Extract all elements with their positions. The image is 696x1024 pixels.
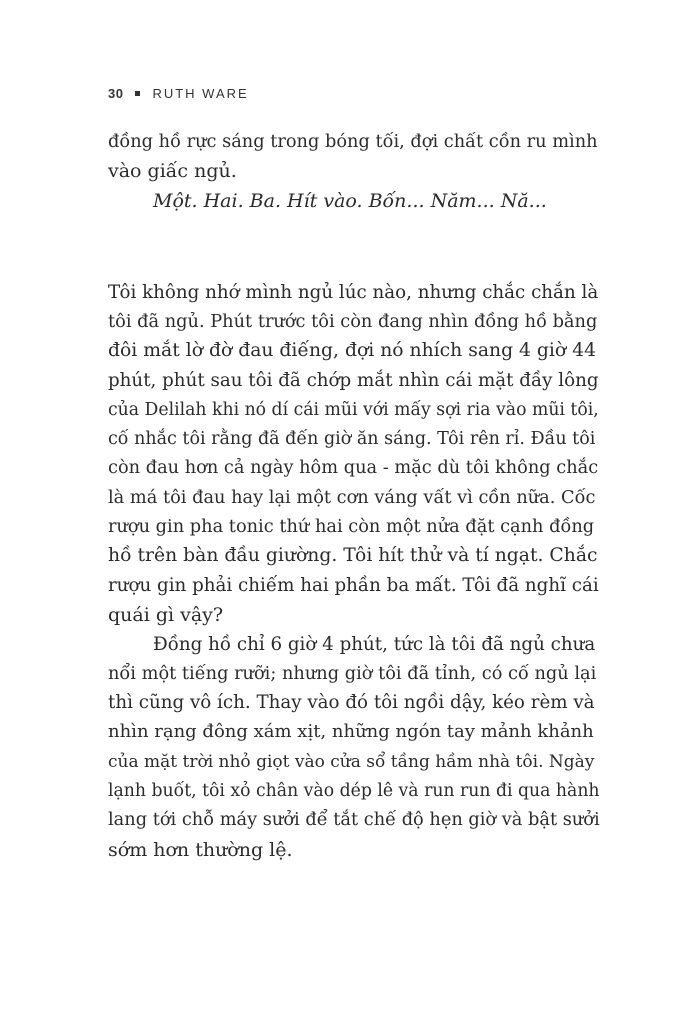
text-line: sớm hơn thường lệ. [108,839,293,861]
header-separator [135,91,140,96]
running-header [108,86,249,101]
text-line: Tôi không nhớ mình ngủ lúc nào, nhưng chắc chắn là [108,282,599,303]
page-number: 30 [108,86,124,101]
text-line: vào giấc ngủ. [108,160,237,182]
text-line: nổi một tiếng rưỡi; nhưng giờ tôi đã tỉnh, có cố ngủ lại [108,664,597,684]
text-line: Đồng hồ chỉ 6 giờ 4 phút, tức là tôi đã ngủ chưa [153,634,596,655]
text-line: phút, phút sau tôi đã chớp mắt nhìn cái mặt đầy lông [108,370,599,391]
italic-counting-line: Một. Hai. Ba. Hít vào. Bốn... Năm... Nă... [153,190,547,212]
text-line: lang tới chỗ máy sưởi để tắt chế độ hẹn giờ và bật sưởi [108,810,600,830]
text-line: đồng hồ rực sáng trong bóng tối, đợi chất cồn ru mình [108,132,598,152]
text-line: thì cũng vô ích. Thay vào đó tôi ngồi dậy, kéo rèm và [108,692,595,713]
text-line: rượu gin phải chiếm hai phần ba mất. Tôi đã nghĩ cái [108,575,599,596]
text-line: rượu gin pha tonic thứ hai còn một nửa đặt cạnh đồng [108,517,595,537]
text-line: của Delilah khi nó dí cái mũi với mấy sợi ria vào mũi tôi, [108,400,599,420]
text-line: lạnh buốt, tôi xỏ chân vào dép lê và run run đi qua hành [108,781,600,801]
text-line: quái gì vậy? [108,604,224,626]
text-line: còn đau hơn cả ngày hôm qua - mặc dù tôi không chắc [108,458,599,478]
author-name: RUTH WARE [152,86,249,101]
text-line: nhìn rạng đông xám xịt, những ngón tay mảnh khảnh [108,721,594,742]
text-line: của mặt trời nhỏ giọt vào cửa sổ tầng hầm nhà tôi. Ngày [108,752,595,772]
text-line: tôi đã ngủ. Phút trước tôi còn đang nhìn đồng hồ bằng [108,312,598,332]
text-line: đôi mắt lờ đờ đau điếng, đợi nó nhích sang 4 giờ 44 [108,340,597,361]
text-line: hồ trên bàn đầu giường. Tôi hít thử và tí ngạt. Chắc [108,545,598,566]
text-line: cố nhắc tôi rằng đã đến giờ ăn sáng. Tôi rên rỉ. Đầu tôi [108,429,596,449]
text-line: là má tôi đau hay lại một cơn váng vất vì cồn nữa. Cốc [108,488,596,508]
